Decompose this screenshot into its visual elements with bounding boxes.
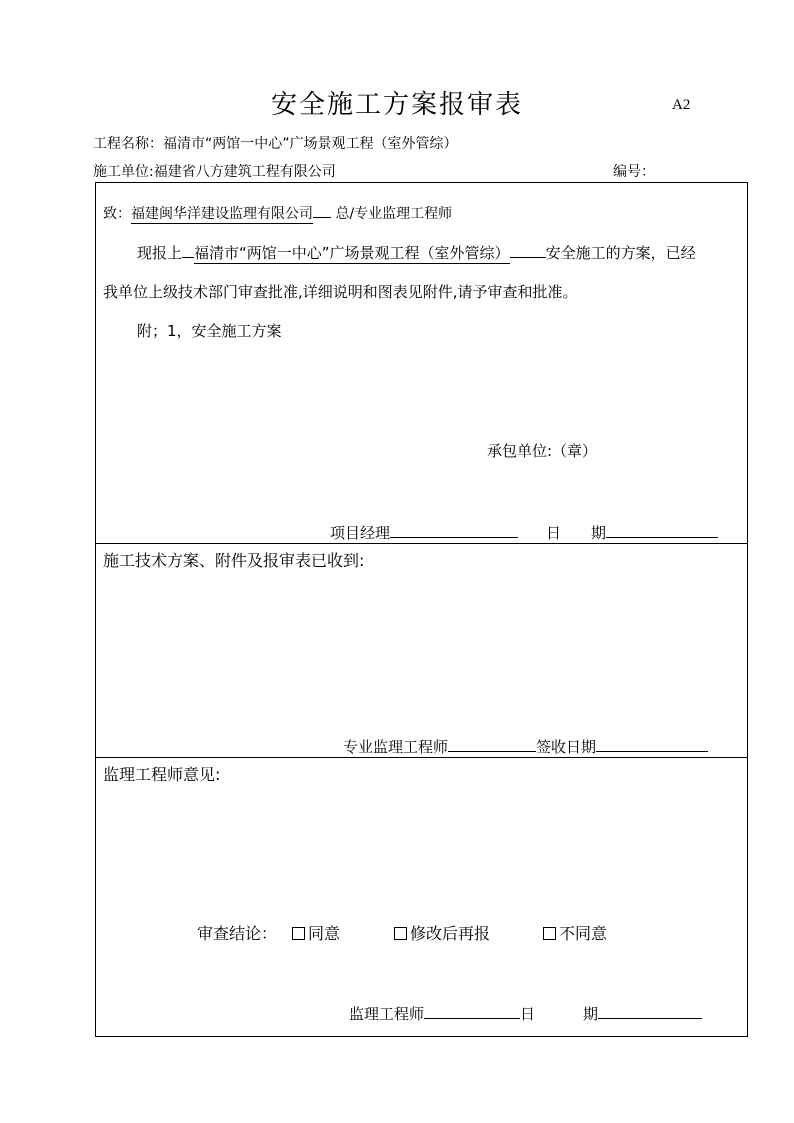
revise-option-label: 修改后再报 <box>410 924 491 943</box>
supervisor-company: 福建闽华洋建设监理有限公司 <box>131 206 313 222</box>
contractor-seal-label: 承包单位:（章） <box>487 442 598 460</box>
contractor-label: 施工单位: <box>93 164 154 180</box>
revise-option[interactable] <box>394 921 490 944</box>
contractor-value: 福建省八方建筑工程有限公司 <box>153 164 336 180</box>
receipt-signature-row <box>343 735 708 757</box>
engineer-date-row <box>583 1002 702 1024</box>
project-blank-tail <box>510 241 546 258</box>
project-blank-lead <box>182 241 194 258</box>
agree-checkbox[interactable] <box>292 927 305 940</box>
disagree-option[interactable] <box>543 921 607 944</box>
addressee-row <box>103 201 452 223</box>
section-divider-2 <box>95 757 748 758</box>
sign-date-label: 签收日期 <box>536 738 597 756</box>
manager-date-label: 日 期 <box>546 524 607 542</box>
opinion-label: 监理工程师意见: <box>103 765 221 784</box>
disagree-option-label: 不同意 <box>559 924 608 943</box>
form-table <box>95 182 748 1037</box>
contractor-row <box>93 161 336 181</box>
review-conclusion-row <box>197 921 277 944</box>
agree-option-label: 同意 <box>308 924 341 943</box>
manager-date-row <box>546 521 718 543</box>
para-suffix: 安全施工的方案，已经 <box>545 244 696 262</box>
to-label: 致： <box>103 206 131 222</box>
conclusion-label: 审查结论： <box>197 924 278 943</box>
disagree-checkbox[interactable] <box>543 927 556 940</box>
attachment-line: 附；1，安全施工方案 <box>137 322 282 340</box>
specialist-engineer-label: 专业监理工程师 <box>343 738 449 756</box>
specialist-engineer-line <box>448 735 536 752</box>
addressee-suffix: 总/专业监理工程师 <box>335 206 453 222</box>
serial-label: 编号： <box>613 164 655 180</box>
section-divider-1 <box>95 543 748 544</box>
submission-line-1 <box>137 241 696 263</box>
agree-option[interactable] <box>292 921 340 944</box>
project-name-value: 福清市“两馆一中心”广场景观工程（室外管综） <box>163 136 458 152</box>
engineer-signature-line <box>424 1002 520 1019</box>
received-text: 施工技术方案、附件及报审表已收到: <box>103 551 365 570</box>
engineer-signature-row <box>349 1002 535 1024</box>
engineer-date-line <box>598 1002 702 1019</box>
form-code: A2 <box>672 97 691 113</box>
project-manager-label: 项目经理 <box>330 524 391 542</box>
project-manager-signature-line <box>390 521 518 538</box>
engineer-date-label-2: 期 <box>583 1005 599 1023</box>
para-prefix: 现报上 <box>137 244 183 262</box>
submission-line-2: 我单位上级技术部门审查批准,详细说明和图表见附件,请予审查和批准。 <box>103 283 578 301</box>
engineer-label: 监理工程师 <box>349 1005 425 1023</box>
para-project-name: 福清市“两馆一中心”广场景观工程（室外管综） <box>194 244 510 262</box>
addressee-blank-line <box>313 201 331 218</box>
project-name-row <box>93 133 458 153</box>
manager-signature-row <box>330 521 518 543</box>
sign-date-line <box>596 735 708 752</box>
engineer-date-label-1: 日 <box>520 1005 536 1023</box>
manager-date-line <box>606 521 718 538</box>
project-name-label: 工程名称： <box>93 136 163 152</box>
form-title: 安全施工方案报审表 <box>270 90 523 120</box>
revise-checkbox[interactable] <box>394 927 407 940</box>
